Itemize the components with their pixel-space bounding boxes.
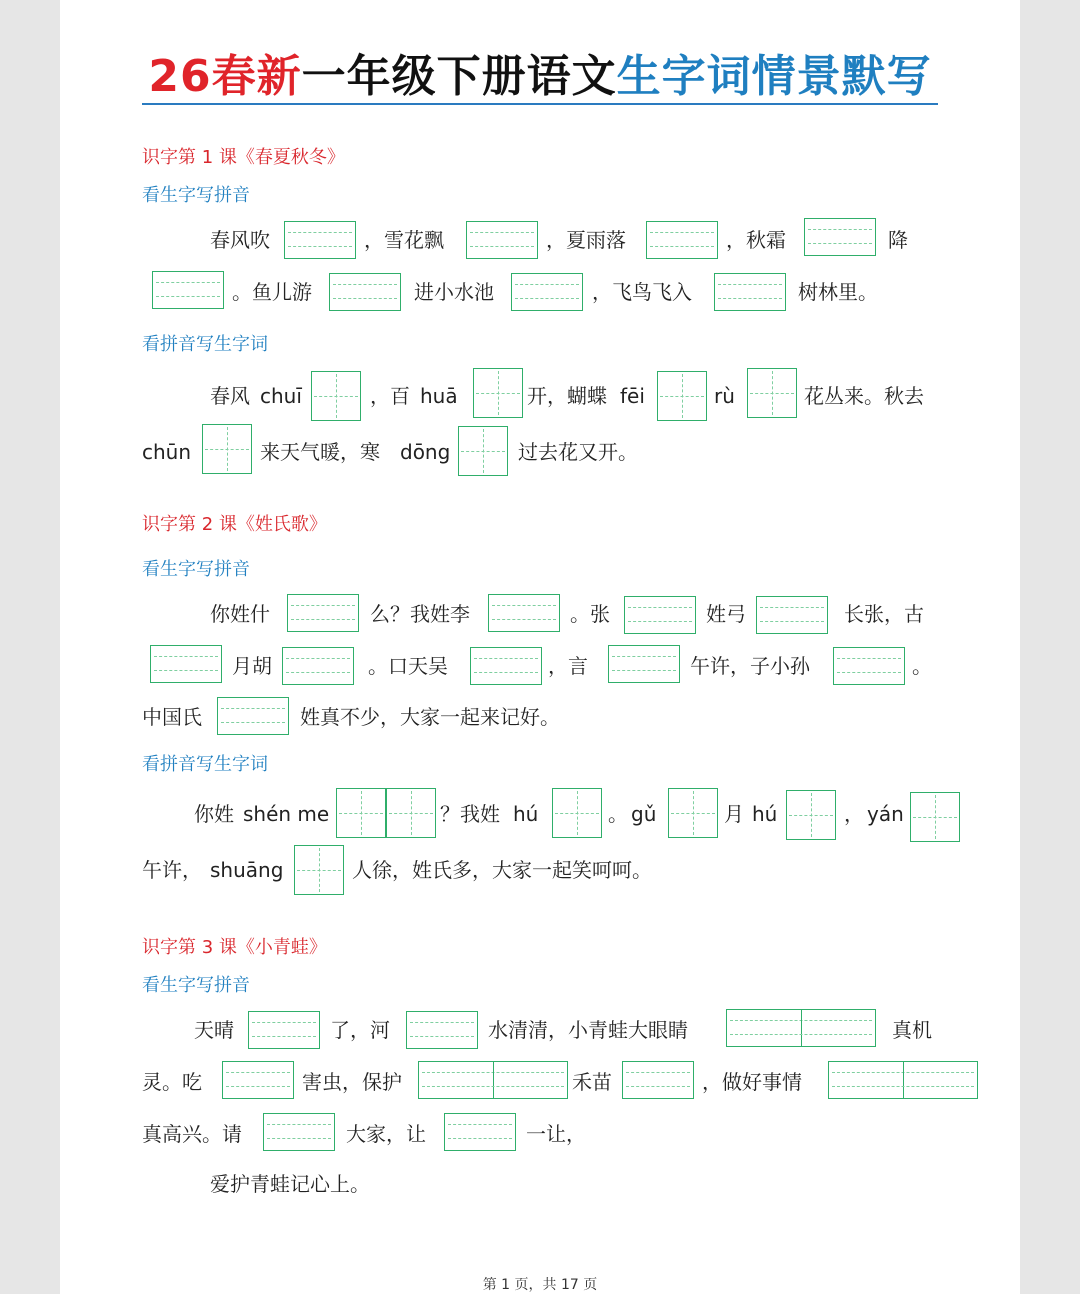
pinyin-text: dōng: [400, 440, 451, 464]
section-subheading: 看生字写拼音: [142, 975, 250, 996]
sentence-text: 开，蝴蝶: [527, 384, 607, 408]
pinyin-answer-box[interactable]: [150, 645, 222, 683]
character-answer-cell[interactable]: [786, 790, 836, 840]
character-answer-cell[interactable]: [458, 426, 508, 476]
pinyin-answer-box-double[interactable]: [418, 1061, 568, 1099]
pinyin-text: rù: [714, 384, 735, 408]
pinyin-answer-box[interactable]: [511, 273, 583, 311]
sentence-text: 过去花又开。: [518, 440, 638, 464]
character-answer-cell[interactable]: [336, 788, 386, 838]
sentence-text: ，雪花飘: [364, 228, 444, 252]
pinyin-text: hú: [752, 802, 778, 826]
pinyin-text: chūn: [142, 440, 192, 464]
title-part-red: 26春新: [148, 51, 302, 102]
lesson-heading: 识字第 1 课《春夏秋冬》: [142, 147, 345, 168]
sentence-text: ，百: [370, 384, 410, 408]
worksheet-page: [60, 0, 1020, 1294]
pinyin-answer-box[interactable]: [646, 221, 718, 259]
sentence-text: 姓真不少，大家一起来记好。: [300, 705, 560, 729]
sentence-text: ，言: [548, 654, 588, 678]
sentence-text: 了，河: [330, 1018, 390, 1042]
character-answer-cell[interactable]: [386, 788, 436, 838]
sentence-text: 么？我姓李: [370, 602, 470, 626]
sentence-text: ，秋霜: [726, 228, 786, 252]
section-subheading: 看拼音写生字词: [142, 334, 268, 355]
sentence-text: ，: [844, 802, 864, 826]
sentence-text: 禾苗: [572, 1070, 612, 1094]
pinyin-answer-box[interactable]: [756, 596, 828, 634]
sentence-text: 真机: [892, 1018, 932, 1042]
pinyin-answer-box[interactable]: [217, 697, 289, 735]
section-subheading: 看生字写拼音: [142, 185, 250, 206]
character-answer-cell[interactable]: [657, 371, 707, 421]
sentence-text: 人徐，姓氏多，大家一起笑呵呵。: [352, 858, 652, 882]
pinyin-answer-box[interactable]: [833, 647, 905, 685]
section-subheading: 看拼音写生字词: [142, 754, 268, 775]
sentence-text: ，飞鸟飞入: [592, 280, 692, 304]
sentence-text: 爱护青蛙记心上。: [210, 1172, 370, 1196]
sentence-text: 春风: [210, 384, 250, 408]
pinyin-answer-box[interactable]: [624, 596, 696, 634]
pinyin-answer-box[interactable]: [222, 1061, 294, 1099]
sentence-text: 灵。吃: [142, 1070, 202, 1094]
pinyin-answer-box-double[interactable]: [726, 1009, 876, 1047]
sentence-text: 大家，让: [346, 1122, 426, 1146]
pinyin-answer-box[interactable]: [804, 218, 876, 256]
pinyin-answer-box[interactable]: [622, 1061, 694, 1099]
pinyin-text: fēi: [620, 384, 645, 408]
sentence-text: 你姓什: [210, 602, 270, 626]
sentence-text: 花丛来。秋去: [804, 384, 924, 408]
pinyin-answer-box[interactable]: [287, 594, 359, 632]
pinyin-answer-box[interactable]: [466, 221, 538, 259]
sentence-text: 春风吹: [210, 228, 270, 252]
pinyin-text: yán: [867, 802, 904, 826]
sentence-text: 害虫，保护: [302, 1070, 402, 1094]
pinyin-answer-box[interactable]: [608, 645, 680, 683]
page-footer: 第 1 页，共 17 页: [482, 1277, 598, 1293]
pinyin-answer-box-double[interactable]: [828, 1061, 978, 1099]
sentence-text: 月: [724, 802, 744, 826]
pinyin-text: chuī: [260, 384, 302, 408]
sentence-text: 。: [912, 654, 932, 678]
sentence-text: 一让，: [526, 1122, 586, 1146]
sentence-text: 。: [608, 802, 628, 826]
character-answer-cell[interactable]: [910, 792, 960, 842]
sentence-text: ，夏雨落: [546, 228, 626, 252]
pinyin-text: hú: [513, 802, 539, 826]
sentence-text: 进小水池: [414, 280, 494, 304]
page-title: [140, 40, 940, 104]
character-answer-cell[interactable]: [668, 788, 718, 838]
sentence-text: 月胡: [232, 654, 272, 678]
title-part-black: 一年级下册语文: [301, 51, 617, 102]
sentence-text: 中国氏: [142, 705, 202, 729]
sentence-text: 。张: [570, 602, 610, 626]
pinyin-text: shén me: [243, 802, 330, 826]
title-part-blue: 生字词情景默写: [616, 51, 932, 102]
pinyin-answer-box[interactable]: [406, 1011, 478, 1049]
sentence-text: 。鱼儿游: [232, 280, 312, 304]
sentence-text: 真高兴。请: [142, 1122, 242, 1146]
pinyin-text: gǔ: [631, 802, 657, 826]
pinyin-answer-box[interactable]: [488, 594, 560, 632]
sentence-text: 午许，子小孙: [690, 654, 810, 678]
pinyin-answer-box[interactable]: [329, 273, 401, 311]
pinyin-answer-box[interactable]: [263, 1113, 335, 1151]
sentence-text: 降: [888, 228, 908, 252]
sentence-text: 水清清，小青蛙大眼睛: [488, 1018, 688, 1042]
character-answer-cell[interactable]: [202, 424, 252, 474]
character-answer-cell[interactable]: [747, 368, 797, 418]
sentence-text: 午许，: [142, 858, 202, 882]
pinyin-answer-box[interactable]: [282, 647, 354, 685]
pinyin-text: shuāng: [210, 858, 284, 882]
character-answer-cell[interactable]: [552, 788, 602, 838]
pinyin-answer-box[interactable]: [248, 1011, 320, 1049]
pinyin-text: huā: [420, 384, 458, 408]
section-subheading: 看生字写拼音: [142, 559, 250, 580]
pinyin-answer-box[interactable]: [444, 1113, 516, 1151]
sentence-text: 天晴: [194, 1018, 234, 1042]
character-answer-cell[interactable]: [473, 368, 523, 418]
title-underline: [142, 103, 938, 105]
lesson-heading: 识字第 3 课《小青蛙》: [142, 937, 327, 958]
sentence-text: ？我姓: [440, 802, 500, 826]
sentence-text: 长张，古: [844, 602, 924, 626]
pinyin-answer-box[interactable]: [284, 221, 356, 259]
pinyin-answer-box[interactable]: [152, 271, 224, 309]
pinyin-answer-box[interactable]: [714, 273, 786, 311]
lesson-heading: 识字第 2 课《姓氏歌》: [142, 514, 327, 535]
sentence-text: 你姓: [194, 802, 234, 826]
sentence-text: 来天气暖，寒: [260, 440, 380, 464]
character-answer-cell[interactable]: [311, 371, 361, 421]
sentence-text: 树林里。: [798, 280, 878, 304]
sentence-text: 。口天吴: [368, 654, 448, 678]
sentence-text: 姓弓: [706, 602, 746, 626]
sentence-text: ，做好事情: [702, 1070, 802, 1094]
pinyin-answer-box[interactable]: [470, 647, 542, 685]
character-answer-cell[interactable]: [294, 845, 344, 895]
